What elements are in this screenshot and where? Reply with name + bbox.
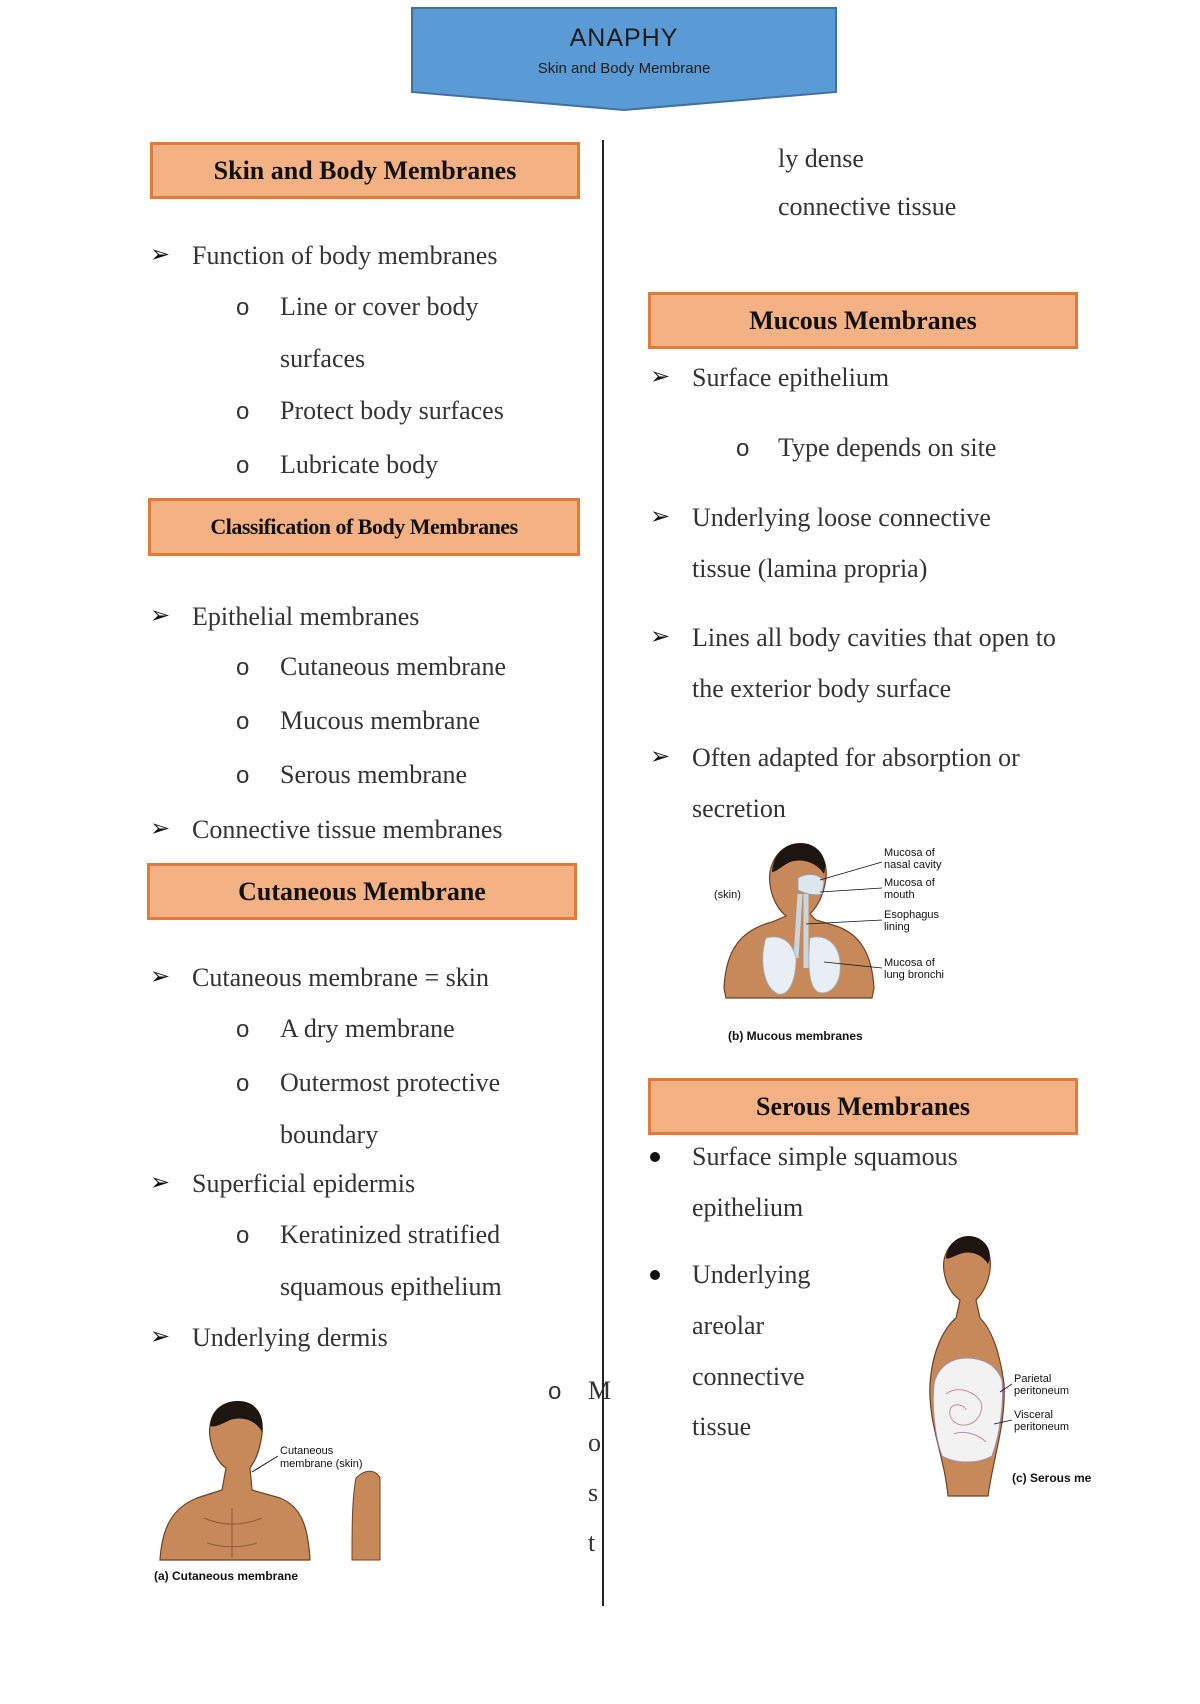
cutaneous-item: boundary (280, 1120, 379, 1149)
figure-c-caption: (c) Serous me (1012, 1471, 1092, 1485)
title-banner (410, 6, 838, 111)
figure-a-caption: (a) Cutaneous membrane (154, 1569, 299, 1583)
serous-item: tissue (692, 1412, 752, 1441)
circle-bullet-icon: o (236, 398, 250, 425)
circle-bullet-icon: o (548, 1378, 562, 1405)
function-item: Line or cover body (280, 292, 479, 321)
function-item: Lubricate body (280, 450, 439, 479)
arrow-bullet-icon: ➢ (650, 504, 671, 530)
function-item: Protect body surfaces (280, 396, 504, 425)
arrow-bullet-icon: ➢ (150, 964, 171, 990)
heading-cutaneous: Cutaneous Membrane (147, 863, 577, 920)
mucous-item: Often adapted for absorption or (692, 743, 1020, 772)
carryover-text: connective tissue (778, 192, 957, 221)
arrow-bullet-icon: ➢ (150, 1170, 171, 1196)
stray-char: o (588, 1428, 601, 1457)
heading-serous: Serous Membranes (648, 1078, 1078, 1135)
figure-b-label: lung bronchi (884, 969, 944, 981)
arrow-bullet-icon: ➢ (650, 624, 671, 650)
banner-subtitle: Skin and Body Membrane (537, 60, 711, 77)
circle-bullet-icon: o (236, 708, 250, 735)
mucous-item: Lines all body cavities that open to (692, 623, 1056, 652)
circle-bullet-icon: o (236, 294, 250, 321)
circle-bullet-icon: o (236, 1222, 250, 1249)
figure-a-label: Cutaneous (280, 1445, 334, 1457)
epithelial-item: Mucous membrane (280, 706, 481, 735)
serous-item: Underlying (692, 1260, 811, 1289)
figure-b-skin-label: (skin) (714, 889, 741, 901)
banner-shape (410, 6, 838, 111)
serous-item: areolar (692, 1311, 765, 1340)
carryover-text: ly dense (778, 144, 864, 173)
figure-b-label: mouth (884, 889, 915, 901)
mucous-item: Surface epithelium (692, 363, 890, 392)
circle-bullet-icon: o (236, 762, 250, 789)
heading-mucous: Mucous Membranes (648, 292, 1078, 349)
superficial-heading: Superficial epidermis (192, 1169, 416, 1198)
circle-bullet-icon: o (236, 1070, 250, 1097)
circle-bullet-icon: o (236, 1016, 250, 1043)
epithelial-heading: Epithelial membranes (192, 602, 420, 631)
mucous-item: tissue (lamina propria) (692, 554, 928, 583)
figure-b-label: Esophagus (884, 909, 940, 921)
figure-b-label: Mucosa of (884, 957, 935, 969)
figure-b-label: Mucosa of (884, 877, 935, 889)
superficial-item: squamous epithelium (280, 1272, 502, 1301)
mucous-item: the exterior body surface (692, 674, 952, 703)
arrow-bullet-icon: ➢ (150, 1324, 171, 1350)
figure-c-label: Visceral (1014, 1409, 1053, 1421)
figure-a-label: membrane (skin) (280, 1458, 363, 1470)
figure-serous-membranes (908, 1234, 1098, 1504)
stray-char: s (588, 1478, 599, 1507)
arrow-bullet-icon: ➢ (150, 816, 171, 842)
figure-cutaneous-membrane (152, 1398, 402, 1588)
circle-bullet-icon: o (736, 435, 750, 462)
heading-skin-body-membranes: Skin and Body Membranes (150, 142, 580, 199)
function-heading: Function of body membranes (192, 241, 498, 270)
circle-bullet-icon: o (236, 452, 250, 479)
figure-c-label: Parietal (1014, 1373, 1052, 1385)
heading-classification: Classification of Body Membranes (148, 498, 580, 556)
stray-char: t (588, 1528, 596, 1557)
banner-title: ANAPHY (569, 24, 679, 52)
superficial-item: Keratinized stratified (280, 1220, 501, 1249)
figure-b-label: Mucosa of (884, 847, 935, 859)
cutaneous-item: A dry membrane (280, 1014, 455, 1043)
serous-item: Surface simple squamous (692, 1142, 958, 1171)
arrow-bullet-icon: ➢ (150, 242, 171, 268)
circle-bullet-icon: o (236, 654, 250, 681)
arrow-bullet-icon: ➢ (650, 744, 671, 770)
bullet-dot-icon (650, 1270, 660, 1280)
arrow-bullet-icon: ➢ (650, 364, 671, 390)
mucous-item: secretion (692, 794, 786, 823)
figure-c-label: peritoneum (1014, 1421, 1070, 1433)
figure-b-label: nasal cavity (884, 859, 942, 871)
figure-b-caption: (b) Mucous membranes (728, 1029, 863, 1043)
figure-mucous-membranes (712, 838, 982, 1048)
function-item: surfaces (280, 344, 366, 373)
epithelial-item: Serous membrane (280, 760, 468, 789)
bullet-dot-icon (650, 1152, 660, 1162)
connective-heading: Connective tissue membranes (192, 815, 503, 844)
cutaneous-equals-skin: Cutaneous membrane = skin (192, 963, 489, 992)
epithelial-item: Cutaneous membrane (280, 652, 506, 681)
serous-item: connective (692, 1362, 805, 1391)
mucous-item: Underlying loose connective (692, 503, 991, 532)
stray-char: M (588, 1376, 612, 1405)
cutaneous-item: Outermost protective (280, 1068, 501, 1097)
arrow-bullet-icon: ➢ (150, 603, 171, 629)
mucous-item: Type depends on site (778, 433, 997, 462)
figure-c-label: peritoneum (1014, 1385, 1070, 1397)
serous-item: epithelium (692, 1193, 804, 1222)
underlying-dermis: Underlying dermis (192, 1323, 388, 1352)
figure-b-label: lining (884, 921, 910, 933)
